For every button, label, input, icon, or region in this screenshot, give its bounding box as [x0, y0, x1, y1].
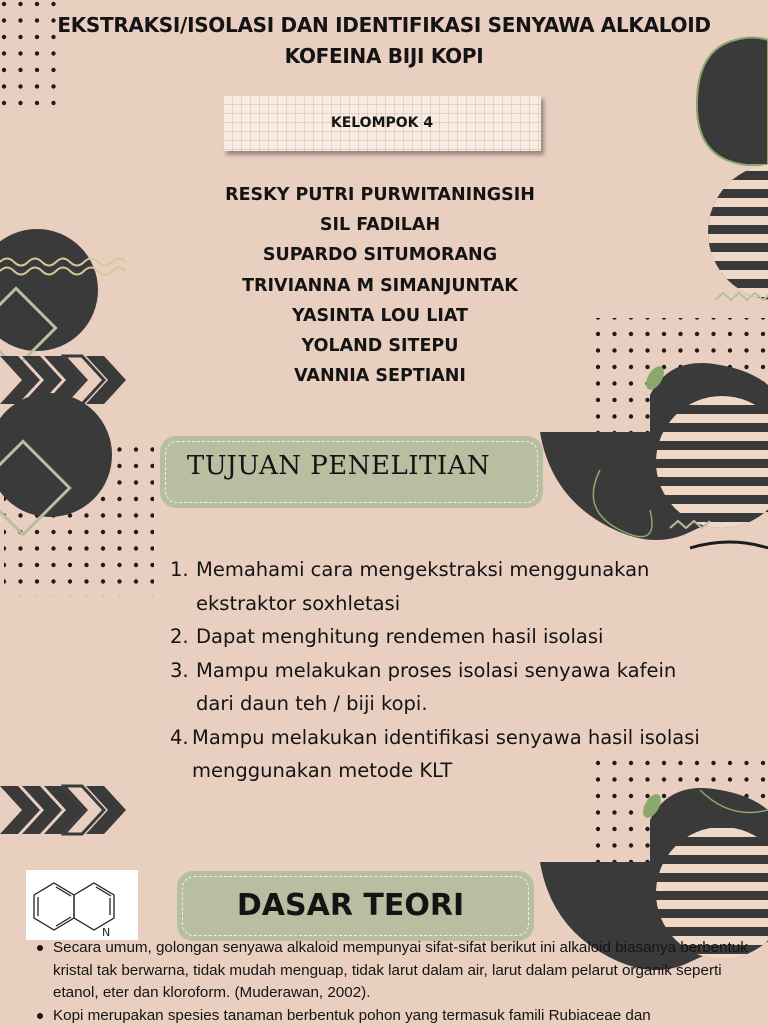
goal-number: 2.: [170, 620, 196, 654]
goal-text: Mampu melakukan identifikasi senyawa hasil isolasi: [192, 721, 750, 755]
goal-list: [170, 553, 750, 788]
member-name: YASINTA LOU LIAT: [190, 301, 570, 331]
member-name: VANNIA SEPTIANI: [190, 361, 570, 391]
list-item: Kopi merupakan spesies tanaman berbentuk pohon yang termasuk famili Rubiaceae dan: [36, 1005, 764, 1027]
member-name: TRIVIANNA M SIMANJUNTAK: [190, 271, 570, 301]
quinoline-diagram: [26, 870, 138, 940]
goal-number: 1.: [170, 553, 196, 620]
goal-number: 3.: [170, 654, 196, 721]
member-name: SIL FADILAH: [190, 210, 570, 240]
list-item: [170, 721, 750, 788]
goal-text-cont: menggunakan metode KLT: [192, 754, 750, 788]
chevron-row-upper: [0, 356, 126, 404]
group-label: KELOMPOK 4: [331, 115, 433, 131]
member-list: [190, 180, 570, 391]
goal-number: 4.: [170, 721, 192, 788]
dasar-heading: DASAR TEORI: [237, 888, 464, 923]
dasar-heading-banner: [177, 871, 534, 941]
list-item: [170, 553, 750, 620]
tujuan-heading: TUJUAN PENELITIAN: [187, 451, 490, 481]
goal-text: Mampu melakukan proses isolasi senyawa kafein: [196, 654, 750, 688]
member-name: RESKY PUTRI PURWITANINGSIH: [190, 180, 570, 210]
goal-text-cont: ekstraktor soxhletasi: [196, 587, 750, 621]
list-item: Secara umum, golongan senyawa alkaloid mempunyai sifat-sifat berikut ini alkaloid biasanya berbentuk kristal tak berwarna, tidak mudah menguap, tidak larut dalam air, larut dalam pelarut organik seperti etanol, eter dan kloroform. (Muderawan, 2002).: [36, 937, 764, 1005]
tujuan-heading-banner: [160, 436, 543, 508]
list-item: [170, 654, 750, 721]
member-name: YOLAND SITEPU: [190, 331, 570, 361]
nitrogen-label: N: [102, 926, 110, 939]
title-line-1: EKSTRAKSI/ISOLASI DAN IDENTIFIKASI SENYAWA ALKALOID: [40, 10, 728, 41]
chevron-row-lower: [0, 786, 126, 834]
goal-text: Dapat menghitung rendemen hasil isolasi: [196, 620, 750, 654]
molecule-structure-image: [26, 870, 138, 940]
goal-text-cont: dari daun teh / biji kopi.: [196, 687, 750, 721]
theory-list: [36, 937, 764, 1027]
page-title: [40, 10, 728, 72]
group-label-card: [223, 95, 541, 151]
list-item: [170, 620, 750, 654]
member-name: SUPARDO SITUMORANG: [190, 240, 570, 270]
goal-text: Memahami cara mengekstraksi menggunakan: [196, 553, 750, 587]
title-line-2: KOFEINA BIJI KOPI: [40, 41, 728, 72]
